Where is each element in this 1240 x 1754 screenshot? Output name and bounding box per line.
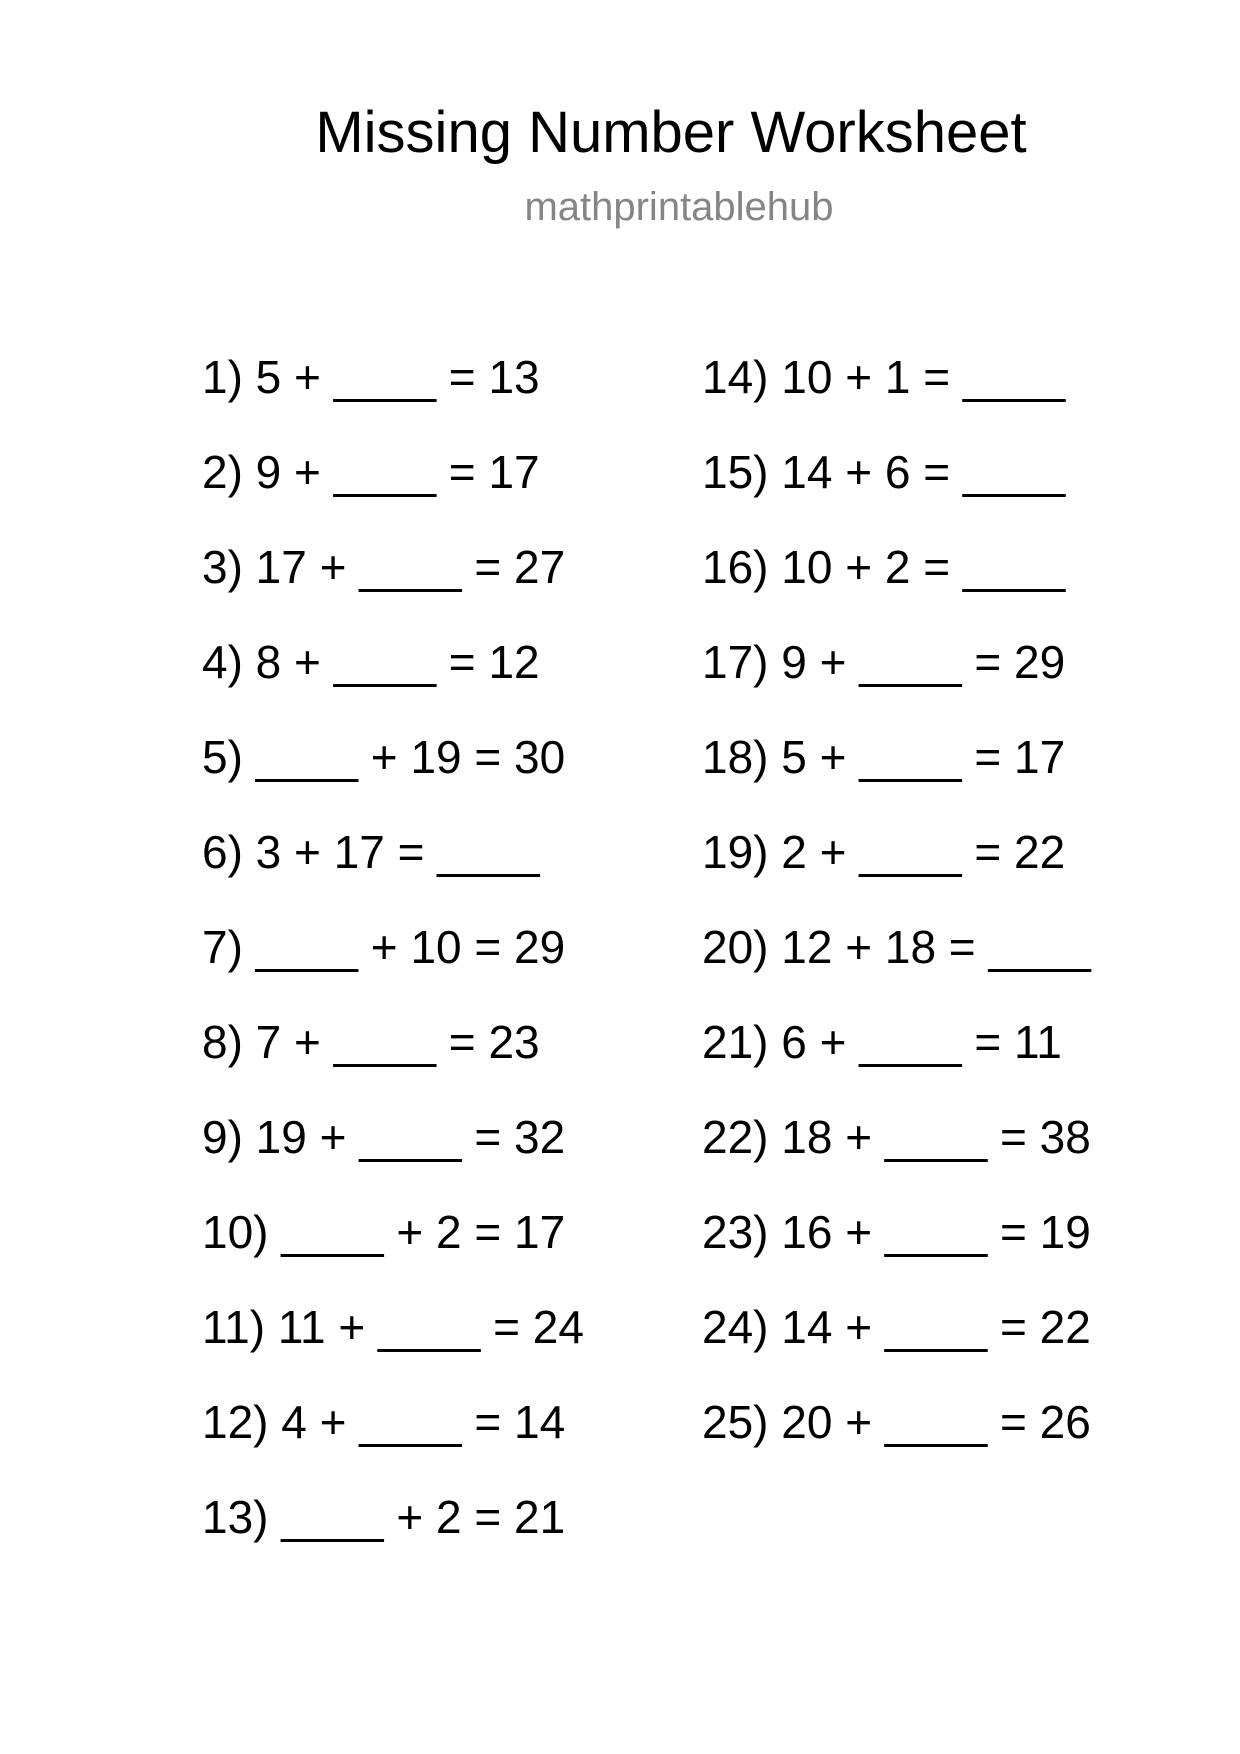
problem-item: 10) ____ + 2 = 17 [202,1206,566,1258]
page-subtitle: mathprintablehub [524,185,834,229]
problem-item: 2) 9 + ____ = 17 [202,446,540,498]
problem-item: 8) 7 + ____ = 23 [202,1016,540,1068]
problems-column-right [702,350,1091,1490]
problem-item: 16) 10 + 2 = ____ [702,541,1066,593]
problem-item: 12) 4 + ____ = 14 [202,1396,566,1448]
problem-item: 4) 8 + ____ = 12 [202,636,540,688]
problems-column-left [202,350,584,1585]
problem-item: 3) 17 + ____ = 27 [202,541,566,593]
problem-item: 20) 12 + 18 = ____ [702,921,1091,973]
problem-item: 1) 5 + ____ = 13 [202,351,540,403]
problem-item: 24) 14 + ____ = 22 [702,1301,1091,1353]
problem-item: 22) 18 + ____ = 38 [702,1111,1091,1163]
problem-item: 15) 14 + 6 = ____ [702,446,1066,498]
problem-item: 23) 16 + ____ = 19 [702,1206,1091,1258]
page-title: Missing Number Worksheet [315,100,1027,165]
problem-item: 25) 20 + ____ = 26 [702,1396,1091,1448]
problem-item: 5) ____ + 19 = 30 [202,731,566,783]
problem-item: 19) 2 + ____ = 22 [702,826,1066,878]
problem-item: 21) 6 + ____ = 11 [702,1016,1062,1068]
problem-item: 6) 3 + 17 = ____ [202,826,540,878]
problem-item: 11) 11 + ____ = 24 [202,1301,584,1353]
problem-item: 18) 5 + ____ = 17 [702,731,1066,783]
problem-item: 13) ____ + 2 = 21 [202,1491,566,1543]
problem-item: 17) 9 + ____ = 29 [702,636,1066,688]
problem-item: 7) ____ + 10 = 29 [202,921,566,973]
problem-item: 14) 10 + 1 = ____ [702,351,1066,403]
problem-item: 9) 19 + ____ = 32 [202,1111,566,1163]
